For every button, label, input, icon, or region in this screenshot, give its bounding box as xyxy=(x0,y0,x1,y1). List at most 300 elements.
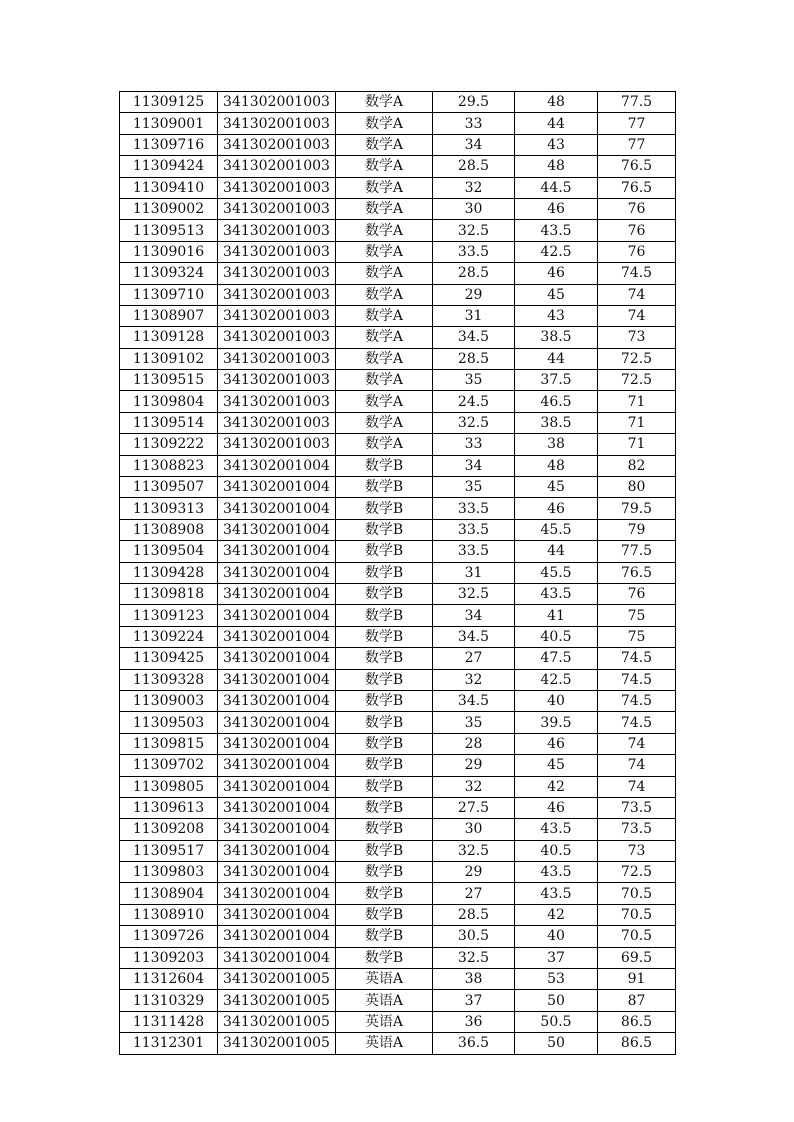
position-code-cell: 341302001004 xyxy=(218,797,336,818)
table-row xyxy=(120,134,676,155)
total-score-cell: 77.5 xyxy=(598,541,676,562)
position-code-cell: 341302001004 xyxy=(218,926,336,947)
total-score-cell: 76.5 xyxy=(598,562,676,583)
written-score-cell: 27.5 xyxy=(433,797,515,818)
exam-number-cell: 11309513 xyxy=(120,220,218,241)
total-score-cell: 74 xyxy=(598,284,676,305)
professional-score-cell: 43.5 xyxy=(515,220,598,241)
exam-number-cell: 11309515 xyxy=(120,370,218,391)
written-score-cell: 38 xyxy=(433,969,515,990)
exam-number-cell: 11308907 xyxy=(120,305,218,326)
subject-cell: 数学B xyxy=(336,626,433,647)
subject-cell: 数学B xyxy=(336,455,433,476)
table-row xyxy=(120,498,676,519)
table-row xyxy=(120,733,676,754)
written-score-cell: 28 xyxy=(433,733,515,754)
subject-cell: 数学A xyxy=(336,284,433,305)
position-code-cell: 341302001005 xyxy=(218,1033,336,1054)
subject-cell: 数学B xyxy=(336,755,433,776)
professional-score-cell: 45 xyxy=(515,477,598,498)
total-score-cell: 70.5 xyxy=(598,904,676,925)
exam-number-cell: 11309804 xyxy=(120,391,218,412)
total-score-cell: 74 xyxy=(598,305,676,326)
position-code-cell: 341302001003 xyxy=(218,391,336,412)
subject-cell: 数学B xyxy=(336,562,433,583)
written-score-cell: 30 xyxy=(433,198,515,219)
exam-number-cell: 11312301 xyxy=(120,1033,218,1054)
subject-cell: 数学B xyxy=(336,712,433,733)
table-row xyxy=(120,263,676,284)
table-row xyxy=(120,669,676,690)
total-score-cell: 69.5 xyxy=(598,947,676,968)
professional-score-cell: 44 xyxy=(515,348,598,369)
exam-number-cell: 11309716 xyxy=(120,134,218,155)
professional-score-cell: 46 xyxy=(515,263,598,284)
written-score-cell: 32 xyxy=(433,177,515,198)
written-score-cell: 30 xyxy=(433,819,515,840)
written-score-cell: 28.5 xyxy=(433,263,515,284)
exam-number-cell: 11309425 xyxy=(120,648,218,669)
professional-score-cell: 50 xyxy=(515,1033,598,1054)
subject-cell: 数学B xyxy=(336,862,433,883)
position-code-cell: 341302001004 xyxy=(218,712,336,733)
exam-number-cell: 11312604 xyxy=(120,969,218,990)
total-score-cell: 74 xyxy=(598,776,676,797)
total-score-cell: 74.5 xyxy=(598,712,676,733)
professional-score-cell: 45.5 xyxy=(515,562,598,583)
table-row xyxy=(120,605,676,626)
written-score-cell: 28.5 xyxy=(433,904,515,925)
position-code-cell: 341302001003 xyxy=(218,92,336,113)
table-row xyxy=(120,92,676,113)
table-row xyxy=(120,370,676,391)
total-score-cell: 72.5 xyxy=(598,370,676,391)
written-score-cell: 27 xyxy=(433,883,515,904)
table-row xyxy=(120,947,676,968)
total-score-cell: 74.5 xyxy=(598,263,676,284)
written-score-cell: 30.5 xyxy=(433,926,515,947)
position-code-cell: 341302001005 xyxy=(218,990,336,1011)
table-row xyxy=(120,156,676,177)
position-code-cell: 341302001004 xyxy=(218,819,336,840)
exam-number-cell: 11309410 xyxy=(120,177,218,198)
position-code-cell: 341302001004 xyxy=(218,605,336,626)
written-score-cell: 34 xyxy=(433,455,515,476)
position-code-cell: 341302001003 xyxy=(218,370,336,391)
total-score-cell: 70.5 xyxy=(598,926,676,947)
position-code-cell: 341302001004 xyxy=(218,541,336,562)
subject-cell: 数学A xyxy=(336,177,433,198)
written-score-cell: 32.5 xyxy=(433,583,515,604)
table-row xyxy=(120,113,676,134)
written-score-cell: 24.5 xyxy=(433,391,515,412)
subject-cell: 数学B xyxy=(336,840,433,861)
table-row xyxy=(120,391,676,412)
written-score-cell: 32.5 xyxy=(433,947,515,968)
table-row xyxy=(120,519,676,540)
table-row xyxy=(120,712,676,733)
written-score-cell: 35 xyxy=(433,477,515,498)
total-score-cell: 72.5 xyxy=(598,862,676,883)
score-table-body xyxy=(120,92,676,1055)
professional-score-cell: 45 xyxy=(515,284,598,305)
total-score-cell: 72.5 xyxy=(598,348,676,369)
professional-score-cell: 48 xyxy=(515,455,598,476)
subject-cell: 数学A xyxy=(336,113,433,134)
written-score-cell: 36.5 xyxy=(433,1033,515,1054)
table-row xyxy=(120,755,676,776)
position-code-cell: 341302001004 xyxy=(218,477,336,498)
written-score-cell: 33 xyxy=(433,434,515,455)
exam-number-cell: 11309001 xyxy=(120,113,218,134)
subject-cell: 数学B xyxy=(336,819,433,840)
written-score-cell: 32.5 xyxy=(433,220,515,241)
subject-cell: 数学B xyxy=(336,690,433,711)
position-code-cell: 341302001003 xyxy=(218,263,336,284)
written-score-cell: 29.5 xyxy=(433,92,515,113)
subject-cell: 数学B xyxy=(336,498,433,519)
position-code-cell: 341302001004 xyxy=(218,626,336,647)
professional-score-cell: 42.5 xyxy=(515,241,598,262)
subject-cell: 数学A xyxy=(336,348,433,369)
position-code-cell: 341302001004 xyxy=(218,904,336,925)
professional-score-cell: 40.5 xyxy=(515,840,598,861)
table-row xyxy=(120,305,676,326)
professional-score-cell: 40 xyxy=(515,926,598,947)
professional-score-cell: 53 xyxy=(515,969,598,990)
exam-number-cell: 11309313 xyxy=(120,498,218,519)
written-score-cell: 31 xyxy=(433,562,515,583)
position-code-cell: 341302001003 xyxy=(218,134,336,155)
professional-score-cell: 43.5 xyxy=(515,883,598,904)
exam-number-cell: 11309128 xyxy=(120,327,218,348)
professional-score-cell: 37.5 xyxy=(515,370,598,391)
table-row xyxy=(120,541,676,562)
position-code-cell: 341302001003 xyxy=(218,434,336,455)
professional-score-cell: 43 xyxy=(515,134,598,155)
table-row xyxy=(120,990,676,1011)
position-code-cell: 341302001004 xyxy=(218,669,336,690)
professional-score-cell: 38 xyxy=(515,434,598,455)
subject-cell: 数学B xyxy=(336,797,433,818)
subject-cell: 英语A xyxy=(336,969,433,990)
exam-number-cell: 11308908 xyxy=(120,519,218,540)
exam-number-cell: 11309815 xyxy=(120,733,218,754)
table-row xyxy=(120,862,676,883)
position-code-cell: 341302001005 xyxy=(218,1011,336,1032)
total-score-cell: 86.5 xyxy=(598,1033,676,1054)
exam-number-cell: 11311428 xyxy=(120,1011,218,1032)
exam-number-cell: 11309803 xyxy=(120,862,218,883)
written-score-cell: 34.5 xyxy=(433,327,515,348)
exam-number-cell: 11309507 xyxy=(120,477,218,498)
professional-score-cell: 48 xyxy=(515,92,598,113)
subject-cell: 数学B xyxy=(336,605,433,626)
position-code-cell: 341302001004 xyxy=(218,519,336,540)
exam-number-cell: 11309125 xyxy=(120,92,218,113)
subject-cell: 数学A xyxy=(336,198,433,219)
professional-score-cell: 43.5 xyxy=(515,819,598,840)
position-code-cell: 341302001004 xyxy=(218,840,336,861)
table-row xyxy=(120,562,676,583)
total-score-cell: 79.5 xyxy=(598,498,676,519)
exam-number-cell: 11309003 xyxy=(120,690,218,711)
position-code-cell: 341302001004 xyxy=(218,776,336,797)
professional-score-cell: 48 xyxy=(515,156,598,177)
subject-cell: 数学B xyxy=(336,883,433,904)
exam-number-cell: 11309613 xyxy=(120,797,218,818)
total-score-cell: 73.5 xyxy=(598,797,676,818)
position-code-cell: 341302001004 xyxy=(218,733,336,754)
position-code-cell: 341302001004 xyxy=(218,648,336,669)
subject-cell: 数学B xyxy=(336,541,433,562)
subject-cell: 数学A xyxy=(336,434,433,455)
exam-number-cell: 11309726 xyxy=(120,926,218,947)
written-score-cell: 34.5 xyxy=(433,626,515,647)
written-score-cell: 36 xyxy=(433,1011,515,1032)
table-row xyxy=(120,926,676,947)
exam-number-cell: 11309504 xyxy=(120,541,218,562)
total-score-cell: 77.5 xyxy=(598,92,676,113)
total-score-cell: 73 xyxy=(598,327,676,348)
subject-cell: 数学A xyxy=(336,370,433,391)
exam-number-cell: 11309503 xyxy=(120,712,218,733)
written-score-cell: 37 xyxy=(433,990,515,1011)
table-row xyxy=(120,797,676,818)
written-score-cell: 34.5 xyxy=(433,690,515,711)
table-row xyxy=(120,220,676,241)
table-row xyxy=(120,327,676,348)
professional-score-cell: 44.5 xyxy=(515,177,598,198)
table-row xyxy=(120,241,676,262)
exam-number-cell: 11309203 xyxy=(120,947,218,968)
total-score-cell: 75 xyxy=(598,605,676,626)
exam-number-cell: 11309102 xyxy=(120,348,218,369)
table-row xyxy=(120,583,676,604)
written-score-cell: 35 xyxy=(433,712,515,733)
written-score-cell: 28.5 xyxy=(433,348,515,369)
position-code-cell: 341302001003 xyxy=(218,241,336,262)
position-code-cell: 341302001003 xyxy=(218,113,336,134)
position-code-cell: 341302001004 xyxy=(218,583,336,604)
subject-cell: 数学B xyxy=(336,947,433,968)
professional-score-cell: 45 xyxy=(515,755,598,776)
table-row xyxy=(120,198,676,219)
total-score-cell: 77 xyxy=(598,113,676,134)
table-row xyxy=(120,840,676,861)
table-row xyxy=(120,455,676,476)
position-code-cell: 341302001003 xyxy=(218,348,336,369)
written-score-cell: 33.5 xyxy=(433,498,515,519)
written-score-cell: 35 xyxy=(433,370,515,391)
subject-cell: 数学B xyxy=(336,519,433,540)
subject-cell: 数学B xyxy=(336,477,433,498)
subject-cell: 数学A xyxy=(336,220,433,241)
subject-cell: 数学B xyxy=(336,776,433,797)
exam-number-cell: 11309818 xyxy=(120,583,218,604)
exam-number-cell: 11309517 xyxy=(120,840,218,861)
professional-score-cell: 40.5 xyxy=(515,626,598,647)
professional-score-cell: 45.5 xyxy=(515,519,598,540)
total-score-cell: 87 xyxy=(598,990,676,1011)
written-score-cell: 31 xyxy=(433,305,515,326)
table-row xyxy=(120,284,676,305)
table-row xyxy=(120,477,676,498)
table-row xyxy=(120,1033,676,1054)
professional-score-cell: 40 xyxy=(515,690,598,711)
exam-number-cell: 11308904 xyxy=(120,883,218,904)
position-code-cell: 341302001004 xyxy=(218,862,336,883)
exam-number-cell: 11309002 xyxy=(120,198,218,219)
position-code-cell: 341302001003 xyxy=(218,284,336,305)
total-score-cell: 76.5 xyxy=(598,177,676,198)
total-score-cell: 74 xyxy=(598,755,676,776)
subject-cell: 数学A xyxy=(336,263,433,284)
total-score-cell: 76.5 xyxy=(598,156,676,177)
table-row xyxy=(120,969,676,990)
total-score-cell: 76 xyxy=(598,241,676,262)
table-row xyxy=(120,412,676,433)
position-code-cell: 341302001004 xyxy=(218,947,336,968)
table-row xyxy=(120,434,676,455)
position-code-cell: 341302001003 xyxy=(218,305,336,326)
total-score-cell: 74 xyxy=(598,733,676,754)
table-row xyxy=(120,1011,676,1032)
position-code-cell: 341302001004 xyxy=(218,498,336,519)
position-code-cell: 341302001004 xyxy=(218,455,336,476)
subject-cell: 数学A xyxy=(336,327,433,348)
subject-cell: 数学A xyxy=(336,156,433,177)
subject-cell: 数学B xyxy=(336,733,433,754)
exam-number-cell: 11309424 xyxy=(120,156,218,177)
table-row xyxy=(120,819,676,840)
written-score-cell: 34 xyxy=(433,605,515,626)
written-score-cell: 29 xyxy=(433,755,515,776)
position-code-cell: 341302001004 xyxy=(218,755,336,776)
professional-score-cell: 50.5 xyxy=(515,1011,598,1032)
total-score-cell: 73.5 xyxy=(598,819,676,840)
position-code-cell: 341302001005 xyxy=(218,969,336,990)
exam-number-cell: 11309428 xyxy=(120,562,218,583)
subject-cell: 数学A xyxy=(336,305,433,326)
subject-cell: 数学B xyxy=(336,904,433,925)
position-code-cell: 341302001004 xyxy=(218,690,336,711)
professional-score-cell: 46 xyxy=(515,797,598,818)
subject-cell: 数学A xyxy=(336,412,433,433)
total-score-cell: 79 xyxy=(598,519,676,540)
professional-score-cell: 43.5 xyxy=(515,862,598,883)
subject-cell: 英语A xyxy=(336,990,433,1011)
exam-number-cell: 11309514 xyxy=(120,412,218,433)
position-code-cell: 341302001003 xyxy=(218,198,336,219)
total-score-cell: 82 xyxy=(598,455,676,476)
table-row xyxy=(120,883,676,904)
professional-score-cell: 38.5 xyxy=(515,327,598,348)
professional-score-cell: 46 xyxy=(515,733,598,754)
professional-score-cell: 39.5 xyxy=(515,712,598,733)
table-row xyxy=(120,690,676,711)
total-score-cell: 71 xyxy=(598,434,676,455)
written-score-cell: 32.5 xyxy=(433,412,515,433)
position-code-cell: 341302001003 xyxy=(218,412,336,433)
position-code-cell: 341302001004 xyxy=(218,883,336,904)
total-score-cell: 91 xyxy=(598,969,676,990)
written-score-cell: 33 xyxy=(433,113,515,134)
subject-cell: 数学B xyxy=(336,669,433,690)
exam-number-cell: 11310329 xyxy=(120,990,218,1011)
written-score-cell: 32.5 xyxy=(433,840,515,861)
exam-number-cell: 11309224 xyxy=(120,626,218,647)
professional-score-cell: 38.5 xyxy=(515,412,598,433)
exam-number-cell: 11309123 xyxy=(120,605,218,626)
written-score-cell: 33.5 xyxy=(433,519,515,540)
total-score-cell: 74.5 xyxy=(598,669,676,690)
position-code-cell: 341302001004 xyxy=(218,562,336,583)
professional-score-cell: 46 xyxy=(515,498,598,519)
professional-score-cell: 41 xyxy=(515,605,598,626)
exam-number-cell: 11308910 xyxy=(120,904,218,925)
professional-score-cell: 37 xyxy=(515,947,598,968)
subject-cell: 英语A xyxy=(336,1033,433,1054)
subject-cell: 数学A xyxy=(336,134,433,155)
table-row xyxy=(120,348,676,369)
table-row xyxy=(120,776,676,797)
total-score-cell: 76 xyxy=(598,220,676,241)
position-code-cell: 341302001003 xyxy=(218,327,336,348)
total-score-cell: 80 xyxy=(598,477,676,498)
exam-number-cell: 11309702 xyxy=(120,755,218,776)
exam-number-cell: 11309222 xyxy=(120,434,218,455)
total-score-cell: 74.5 xyxy=(598,648,676,669)
total-score-cell: 71 xyxy=(598,412,676,433)
subject-cell: 数学A xyxy=(336,241,433,262)
total-score-cell: 74.5 xyxy=(598,690,676,711)
professional-score-cell: 44 xyxy=(515,113,598,134)
total-score-cell: 76 xyxy=(598,198,676,219)
total-score-cell: 70.5 xyxy=(598,883,676,904)
professional-score-cell: 46 xyxy=(515,198,598,219)
subject-cell: 数学B xyxy=(336,648,433,669)
written-score-cell: 32 xyxy=(433,669,515,690)
table-row xyxy=(120,177,676,198)
written-score-cell: 32 xyxy=(433,776,515,797)
exam-number-cell: 11309710 xyxy=(120,284,218,305)
exam-number-cell: 11309328 xyxy=(120,669,218,690)
professional-score-cell: 50 xyxy=(515,990,598,1011)
exam-number-cell: 11309324 xyxy=(120,263,218,284)
total-score-cell: 86.5 xyxy=(598,1011,676,1032)
exam-number-cell: 11309208 xyxy=(120,819,218,840)
total-score-cell: 76 xyxy=(598,583,676,604)
written-score-cell: 29 xyxy=(433,862,515,883)
total-score-cell: 77 xyxy=(598,134,676,155)
written-score-cell: 34 xyxy=(433,134,515,155)
written-score-cell: 27 xyxy=(433,648,515,669)
table-row xyxy=(120,626,676,647)
exam-number-cell: 11308823 xyxy=(120,455,218,476)
professional-score-cell: 42 xyxy=(515,776,598,797)
written-score-cell: 29 xyxy=(433,284,515,305)
professional-score-cell: 46.5 xyxy=(515,391,598,412)
total-score-cell: 71 xyxy=(598,391,676,412)
table-row xyxy=(120,904,676,925)
exam-number-cell: 11309016 xyxy=(120,241,218,262)
position-code-cell: 341302001003 xyxy=(218,156,336,177)
subject-cell: 数学A xyxy=(336,92,433,113)
score-table xyxy=(119,91,676,1055)
exam-number-cell: 11309805 xyxy=(120,776,218,797)
professional-score-cell: 43.5 xyxy=(515,583,598,604)
